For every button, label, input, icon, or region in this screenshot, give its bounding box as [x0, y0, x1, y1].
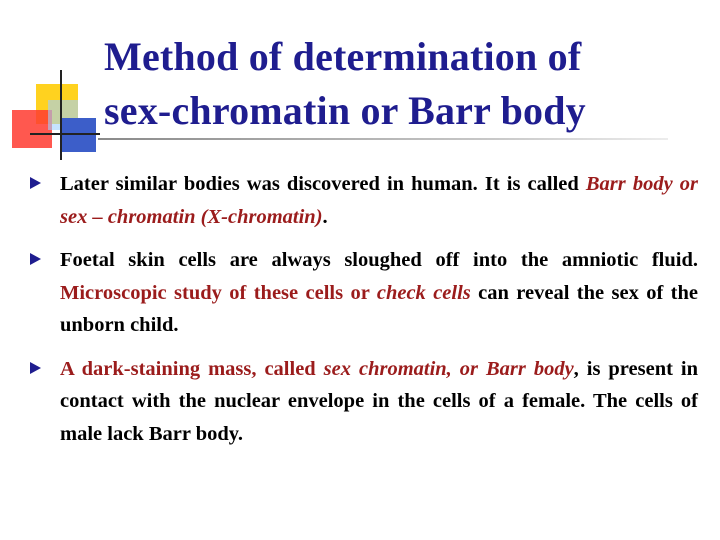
- triangle-bullet-icon: [30, 253, 41, 265]
- bullet-3-text: , is present in contact with the nuclear envelope in the cells of a female. The cells of male lack Barr body.: [60, 357, 699, 445]
- bullet-1-text: Later similar bodies was discovered in human. It is called: [60, 173, 586, 195]
- slide-title-line-1: Method of determination of: [104, 34, 582, 79]
- bullet-item-2: [28, 244, 698, 342]
- bullet-2-emphasis: Microscopic study of these cells or: [60, 281, 370, 304]
- bullet-item-3: [28, 353, 698, 451]
- decorative-squares-logo: [0, 0, 110, 170]
- blue-square: [62, 118, 96, 152]
- logo-horizontal-line: [30, 133, 100, 135]
- bullet-item-1: [28, 168, 698, 233]
- bullet-2-end: can reveal the sex of the unborn child.: [60, 281, 699, 336]
- triangle-bullet-icon: [30, 177, 41, 189]
- bullet-list: [28, 168, 698, 461]
- title-divider: [98, 138, 668, 140]
- bullet-3-emphasis: A dark-staining mass, called: [60, 357, 324, 380]
- slide-title: [104, 30, 704, 138]
- bullet-2-text: Foetal skin cells are always sloughed off into the amniotic fluid.: [60, 249, 698, 271]
- slide-title-line-2: sex-chromatin or Barr body: [104, 88, 586, 133]
- red-square: [12, 110, 52, 148]
- triangle-bullet-icon: [30, 362, 41, 374]
- bullet-1-end: .: [322, 205, 328, 228]
- logo-vertical-line: [60, 70, 62, 160]
- bullet-2-emphasis-italic: check cells: [376, 281, 471, 304]
- bullet-1-emphasis: Barr body or sex – chromatin (X-chromatin): [60, 173, 698, 228]
- bullet-3-emphasis-italic: sex chromatin, or Barr body: [323, 357, 574, 380]
